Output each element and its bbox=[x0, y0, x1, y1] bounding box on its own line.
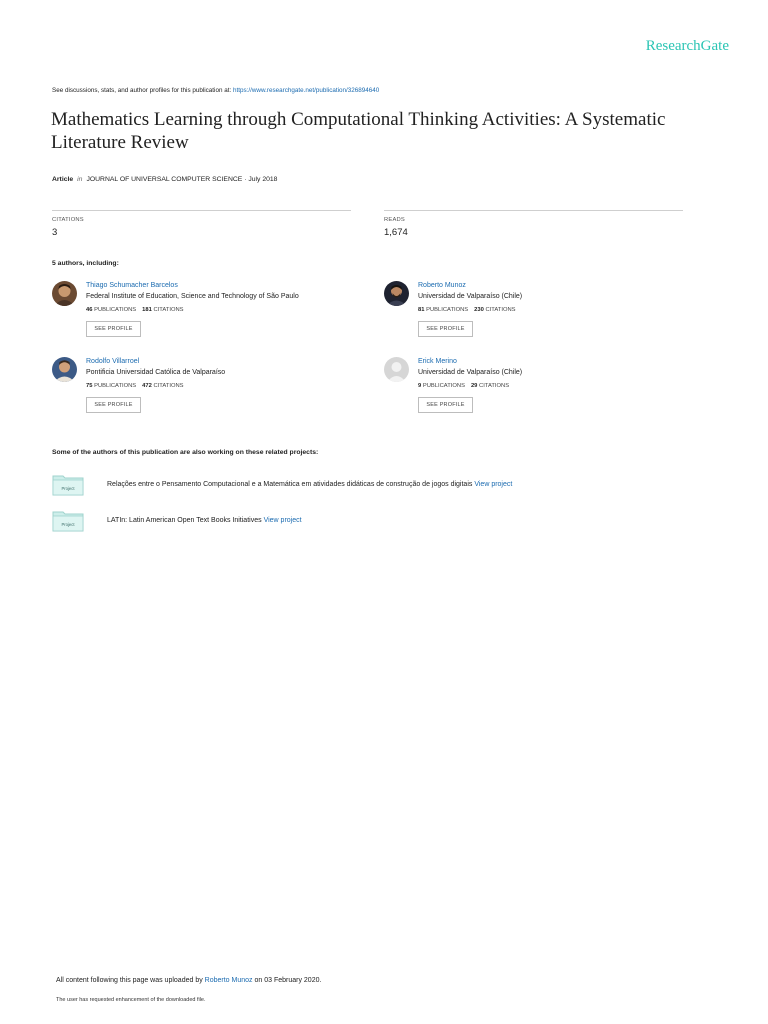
reads-label: READS bbox=[384, 217, 405, 223]
project-folder-icon[interactable] bbox=[52, 474, 84, 496]
project-text bbox=[107, 517, 302, 524]
citations-count: 29 bbox=[470, 383, 478, 389]
researchgate-logo[interactable]: ResearchGate bbox=[645, 38, 729, 54]
publications-count: 81 bbox=[418, 307, 425, 313]
author-institution: Federal Institute of Education, Science and Technology of São Paulo bbox=[86, 293, 299, 300]
project-title: LATIn: Latin American Open Text Books Initiatives bbox=[107, 517, 262, 524]
project-icon-label: Project bbox=[61, 486, 75, 491]
citations-count: 230 bbox=[474, 307, 484, 313]
see-profile-button[interactable]: SEE PROFILE bbox=[86, 397, 141, 413]
author-name[interactable]: Thiago Schumacher Barcelos bbox=[86, 282, 178, 289]
upload-prefix: All content following this page was uploaded by bbox=[56, 977, 203, 984]
publication-url-link[interactable]: https://www.researchgate.net/publication/326894640 bbox=[232, 87, 380, 94]
publications-count: 75 bbox=[86, 383, 93, 389]
reads-value: 1,674 bbox=[384, 227, 408, 238]
view-project-link[interactable]: View project bbox=[263, 517, 302, 524]
publications-label: PUBLICATIONS bbox=[94, 307, 137, 313]
author-stats bbox=[86, 383, 184, 389]
see-profile-button[interactable]: SEE PROFILE bbox=[86, 321, 141, 337]
author-institution: Pontificia Universidad Católica de Valparaíso bbox=[86, 369, 226, 376]
project-item bbox=[52, 474, 692, 498]
citations-label: CITATIONS bbox=[485, 307, 516, 313]
publications-label: PUBLICATIONS bbox=[426, 307, 469, 313]
related-projects-heading: Some of the authors of this publication are also working on these related projects: bbox=[52, 449, 319, 456]
citations-count: 181 bbox=[142, 307, 152, 313]
project-folder-icon[interactable] bbox=[52, 510, 84, 532]
journal-name: JOURNAL OF UNIVERSAL COMPUTER SCIENCE · July 2018 bbox=[86, 176, 278, 183]
author-stats bbox=[86, 307, 184, 313]
author-avatar[interactable] bbox=[384, 281, 409, 306]
default-user-icon[interactable] bbox=[384, 357, 409, 382]
project-title: Relações entre o Pensamento Computacional e a Matemática em atividades didáticas de construção de jogos digitais bbox=[107, 481, 473, 488]
author-name[interactable]: Roberto Munoz bbox=[418, 282, 466, 289]
author-name[interactable]: Erick Merino bbox=[418, 358, 457, 365]
upload-suffix: on 03 February 2020. bbox=[254, 977, 322, 984]
uploader-link[interactable]: Roberto Munoz bbox=[204, 977, 253, 984]
publication-title: Mathematics Learning through Computational Thinking Activities: A Systematic Literature Review bbox=[51, 109, 666, 153]
view-project-link[interactable]: View project bbox=[474, 481, 513, 488]
citations-label: CITATIONS bbox=[479, 383, 510, 389]
citations-label: CITATIONS bbox=[52, 217, 84, 223]
author-avatar[interactable] bbox=[52, 357, 77, 382]
author-stats bbox=[418, 307, 516, 313]
publications-count: 9 bbox=[418, 383, 422, 389]
discussions-text: See discussions, stats, and author profiles for this publication at: bbox=[52, 87, 232, 94]
author-avatar[interactable] bbox=[52, 281, 77, 306]
upload-notice bbox=[56, 977, 321, 984]
citations-label: CITATIONS bbox=[153, 383, 184, 389]
citations-count: 472 bbox=[142, 383, 152, 389]
author-institution: Universidad de Valparaíso (Chile) bbox=[418, 293, 523, 300]
publication-meta bbox=[52, 176, 277, 183]
author-institution: Universidad de Valparaíso (Chile) bbox=[418, 369, 523, 376]
see-profile-button[interactable]: SEE PROFILE bbox=[418, 397, 473, 413]
author-name[interactable]: Rodolfo Villarroel bbox=[86, 358, 140, 365]
project-item bbox=[52, 510, 692, 534]
publication-type: Article bbox=[52, 176, 74, 183]
in-word: in bbox=[77, 176, 83, 183]
project-text bbox=[107, 481, 512, 488]
reads-stat bbox=[384, 210, 683, 238]
see-profile-button[interactable]: SEE PROFILE bbox=[418, 321, 473, 337]
enhancement-note: The user has requested enhancement of the downloaded file. bbox=[56, 997, 206, 1003]
publications-label: PUBLICATIONS bbox=[94, 383, 137, 389]
publications-count: 46 bbox=[86, 307, 93, 313]
authors-heading: 5 authors, including: bbox=[52, 260, 119, 267]
citations-label: CITATIONS bbox=[153, 307, 184, 313]
citations-value: 3 bbox=[52, 227, 58, 238]
discussions-line bbox=[52, 87, 379, 94]
citations-stat bbox=[52, 210, 351, 238]
project-icon-label: Project bbox=[61, 522, 75, 527]
publications-label: PUBLICATIONS bbox=[422, 383, 465, 389]
author-stats bbox=[418, 383, 509, 389]
